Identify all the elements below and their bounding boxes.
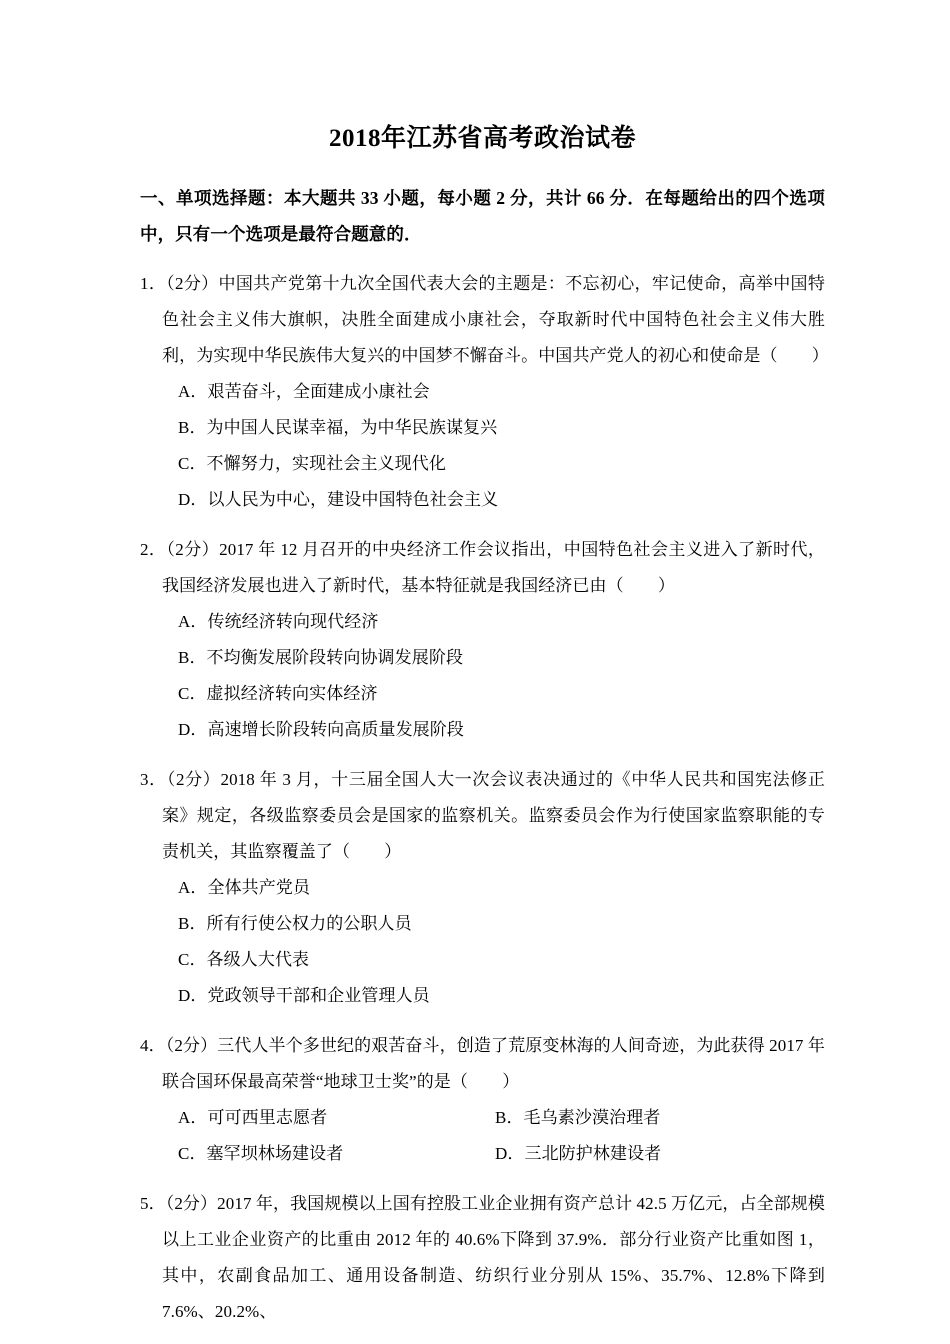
question-4-number: 4． <box>140 1035 166 1055</box>
option-c[interactable] <box>140 446 825 482</box>
option-a[interactable] <box>140 604 825 640</box>
option-d-text: 高速增长阶段转向高质量发展阶段 <box>207 719 464 739</box>
option-c-label: C． <box>178 453 207 473</box>
question-2 <box>140 518 825 748</box>
option-d[interactable] <box>495 1136 825 1172</box>
question-3-stem <box>140 762 825 870</box>
option-c-text: 各级人大代表 <box>206 949 310 969</box>
option-d-text: 以人民为中心，建设中国特色社会主义 <box>207 489 499 509</box>
option-b-text: 所有行使公权力的公职人员 <box>206 913 412 933</box>
option-c-label: C． <box>178 1143 207 1163</box>
option-b[interactable] <box>140 640 825 676</box>
question-1-options <box>140 374 825 518</box>
option-a-text: 传统经济转向现代经济 <box>207 611 379 631</box>
option-d[interactable] <box>140 482 825 518</box>
option-a-label: A． <box>178 1107 208 1127</box>
question-4-options <box>140 1100 825 1172</box>
option-d-label: D． <box>178 489 208 509</box>
question-3 <box>140 748 825 1014</box>
option-a-label: A． <box>178 877 208 897</box>
question-1-number: 1． <box>140 273 167 293</box>
option-b[interactable] <box>140 410 825 446</box>
question-4-text: 三代人半个多世纪的艰苦奋斗，创造了荒原变林海的人间奇迹，为此获得 2017 年联合国环保最高荣誉“地球卫士奖”的是（ ） <box>162 1035 825 1091</box>
option-c[interactable] <box>140 1136 343 1172</box>
option-d[interactable] <box>140 978 825 1014</box>
option-b-text: 为中国人民谋幸福，为中华民族谋复兴 <box>206 417 498 437</box>
question-2-number: 2． <box>140 539 167 559</box>
question-2-text: 2017 年 12 月召开的中央经济工作会议指出，中国特色社会主义进入了新时代，我国经济发展也进入了新时代，基本特征就是我国经济已由（ ） <box>162 539 825 595</box>
question-3-number: 3． <box>140 769 167 789</box>
option-row-2 <box>140 1136 825 1172</box>
option-b-label: B． <box>178 913 207 933</box>
question-3-points: （2分） <box>166 769 221 789</box>
option-c-text: 塞罕坝林场建设者 <box>206 1143 344 1163</box>
option-a-text: 艰苦奋斗，全面建成小康社会 <box>207 381 430 401</box>
option-b-text: 毛乌素沙漠治理者 <box>523 1107 661 1127</box>
option-c-label: C． <box>178 683 207 703</box>
option-a-label: A． <box>178 381 208 401</box>
option-a[interactable] <box>140 374 825 410</box>
question-2-options <box>140 604 825 748</box>
question-1-stem <box>140 266 829 374</box>
question-5-number: 5． <box>140 1193 166 1213</box>
question-5-points: （2分） <box>165 1193 218 1213</box>
option-d-label: D． <box>178 985 208 1005</box>
question-4-stem <box>140 1028 825 1100</box>
option-b-label: B． <box>495 1107 524 1127</box>
option-c[interactable] <box>140 676 825 712</box>
option-a-text: 可可西里志愿者 <box>207 1107 328 1127</box>
option-c-label: C． <box>178 949 207 969</box>
option-row-1 <box>140 1100 825 1136</box>
question-5 <box>140 1172 825 1330</box>
option-b[interactable] <box>495 1100 825 1136</box>
question-1-text: 中国共产党第十九次全国代表大会的主题是：不忘初心，牢记使命，高举中国特色社会主义伟大旗帜，决胜全面建成小康社会，夺取新时代中国特色社会主义伟大胜利，为实现中华民族伟大复兴的中国梦不懈奋斗。中国共产党人的初心和使命是（ ） <box>162 273 829 365</box>
option-d-text: 三北防护林建设者 <box>524 1143 662 1163</box>
question-4-points: （2分） <box>165 1035 218 1055</box>
question-4 <box>140 1014 825 1172</box>
question-3-text: 2018 年 3 月，十三届全国人大一次会议表决通过的《中华人民共和国宪法修正案》规定，各级监察委员会是国家的监察机关。监察委员会作为行使国家监察职能的专责机关，其监察覆盖了（ ） <box>162 769 826 861</box>
option-b-text: 不均衡发展阶段转向协调发展阶段 <box>206 647 464 667</box>
question-2-points: （2分） <box>166 539 220 559</box>
question-1-points: （2分） <box>166 273 219 293</box>
question-5-text: 2017 年，我国规模以上国有控股工业企业拥有资产总计 42.5 万亿元，占全部规模以上工业企业资产的比重由 2012 年的 40.6%下降到 37.9%．部分行业资产比重如图 1，其中，农副食品加工、通用设备制造、纺织行业分别从 15%、35.7%、12.8%下降到 7.6%、20.2%、 <box>162 1193 825 1321</box>
option-d-text: 党政领导干部和企业管理人员 <box>207 985 430 1005</box>
question-1 <box>140 252 829 518</box>
section-intro: 一、单项选择题：本大题共 33 小题，每小题 2 分，共计 66 分．在每题给出的四个选项中，只有一个选项是最符合题意的． <box>140 187 825 244</box>
option-a[interactable] <box>140 870 825 906</box>
option-b-label: B． <box>178 417 207 437</box>
question-3-options <box>140 870 825 1014</box>
option-c-text: 不懈努力，实现社会主义现代化 <box>206 453 446 473</box>
question-2-stem <box>140 532 825 604</box>
option-c-text: 虚拟经济转向实体经济 <box>206 683 378 703</box>
page-content <box>140 0 829 1330</box>
page-title: 2018年江苏省高考政治试卷 <box>328 125 636 152</box>
option-a-text: 全体共产党员 <box>207 877 311 897</box>
option-d-label: D． <box>178 719 208 739</box>
option-a[interactable] <box>140 1100 327 1136</box>
option-c[interactable] <box>140 942 825 978</box>
question-5-stem <box>140 1186 825 1330</box>
option-d[interactable] <box>140 712 825 748</box>
option-b-label: B． <box>178 647 207 667</box>
option-d-label: D． <box>495 1143 525 1163</box>
option-a-label: A． <box>178 611 208 631</box>
option-b[interactable] <box>140 906 825 942</box>
